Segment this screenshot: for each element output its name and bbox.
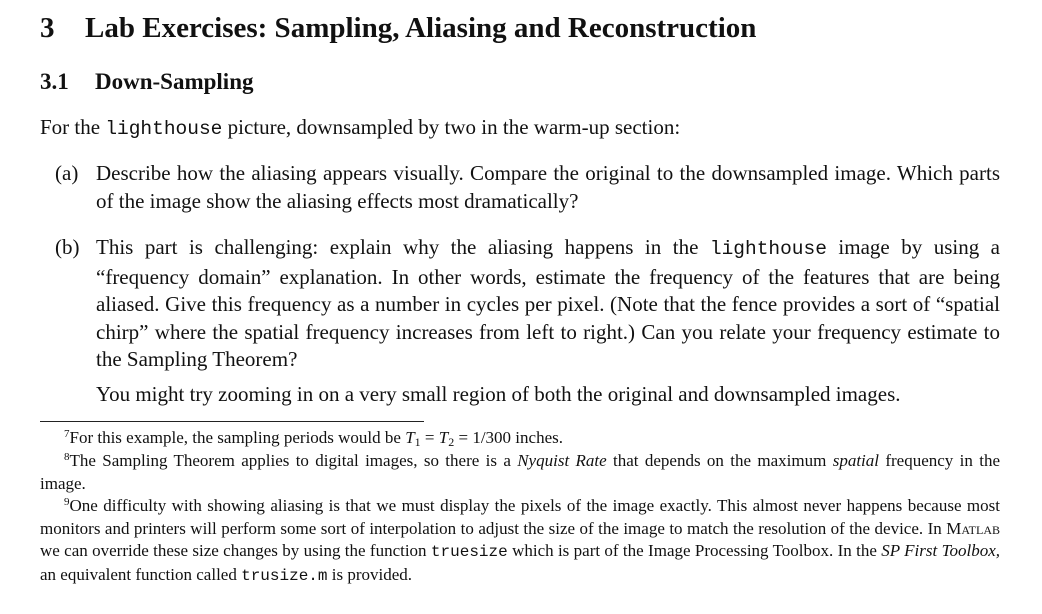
footnote-emphasis: SP First Toolbox, — [881, 541, 1000, 561]
footnote-emphasis: Nyquist Rate — [517, 451, 607, 470]
math-value: = 1/300 inches. — [454, 428, 563, 447]
code-truesize: truesize — [430, 543, 508, 562]
section-number: 3 — [40, 12, 55, 44]
math-sub: 1 — [414, 435, 421, 449]
math-expression — [405, 428, 563, 447]
code-lighthouse: lighthouse — [709, 238, 827, 260]
item-label: (b) — [55, 235, 80, 259]
intro-paragraph — [40, 115, 680, 140]
footnote-mark: 7 — [64, 428, 70, 440]
item-text: Describe how the aliasing appears visually. Compare the original to the downsampled image. Which parts of the image show the aliasing effects most dramatically? — [96, 161, 1000, 213]
intro-text: For the — [40, 115, 106, 139]
code-lighthouse: lighthouse — [105, 118, 223, 140]
footnote-text: which is part of the Image Processing Toolbox. In the — [507, 541, 882, 561]
footnote-text: The Sampling Theorem applies to digital images, so there is a — [69, 451, 518, 470]
code-trusize: trusize.m — [241, 566, 328, 585]
item-text-part: This part is challenging: explain why the aliasing happens in the — [96, 235, 710, 259]
subsection-number: 3.1 — [40, 69, 69, 94]
exercise-item-b — [55, 234, 1000, 374]
item-text-part: image by using a “frequency domain” explanation. In other words, estimate the frequency of the features that are being aliased. Give this frequency as a number in cycles per pixel. (Note that the fence provides a sort of “spatial chirp” where the spatial frequency increases from left to right.) Can you relate your frequency estimate to the Sampling Theorem? — [96, 235, 1001, 371]
exercise-item-a — [55, 160, 1000, 215]
item-b-followup: You might try zooming in on a very small region of both the original and downsampled images. — [96, 382, 901, 406]
footnote-text: frequency in the image. — [40, 451, 1001, 493]
subsection-heading — [40, 69, 253, 95]
footnote-text: an equivalent function called — [40, 564, 242, 584]
footnote-7 — [40, 427, 1000, 450]
math-var: T — [405, 428, 415, 447]
subsection-title: Down-Sampling — [95, 69, 254, 94]
footnote-text: that depends on the maximum — [606, 451, 833, 470]
footnote-rule — [40, 421, 424, 422]
footnote-8 — [40, 450, 1000, 495]
section-heading — [40, 12, 756, 45]
matlab-name: Matlab — [946, 518, 1000, 538]
item-label: (a) — [55, 161, 79, 185]
footnote-emphasis: spatial — [832, 451, 879, 470]
footnote-text: For this example, the sampling periods would be — [69, 428, 406, 447]
item-text — [96, 234, 1000, 374]
math-sub: 2 — [448, 435, 455, 449]
math-op: = — [420, 428, 439, 447]
math-var: T — [438, 428, 449, 447]
footnote-text: we can override these size changes by using the function — [40, 541, 431, 561]
section-title: Lab Exercises: Sampling, Aliasing and Reconstruction — [85, 12, 757, 44]
footnote-mark: 8 — [64, 451, 70, 463]
footnote-9 — [40, 495, 1000, 587]
footnote-mark: 9 — [64, 496, 70, 508]
footnote-text: is provided. — [327, 564, 413, 584]
footnote-text: One difficulty with showing aliasing is that we must display the pixels of the image exactly. This almost never happens because most monitors and printers will perform some sort of interpolation to adjust the size of the image to match the resolution of the device. In — [40, 496, 1000, 538]
intro-text-end: picture, downsampled by two in the warm-up section: — [222, 115, 681, 139]
